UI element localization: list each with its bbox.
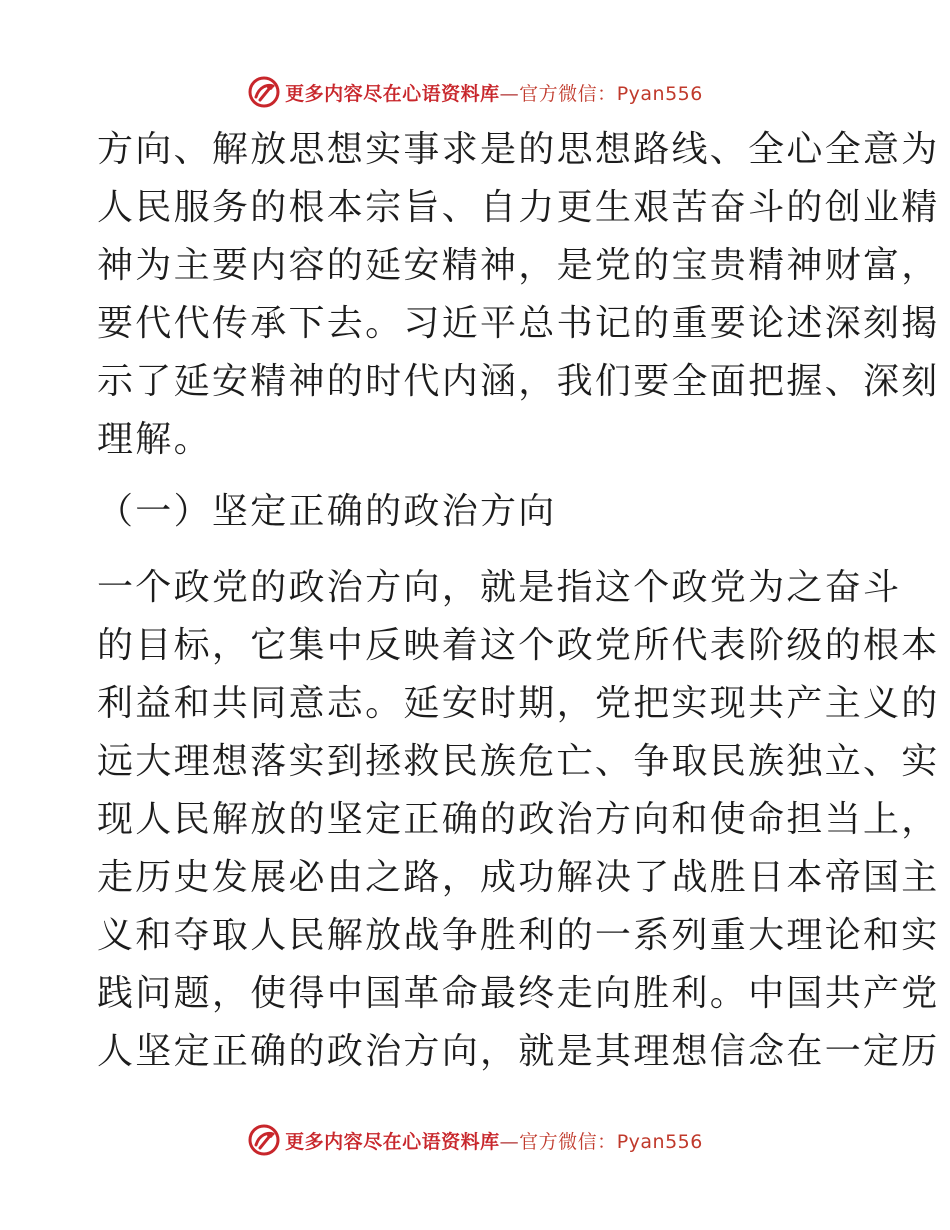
body-line-6: 理解。 — [97, 419, 212, 460]
body-line-5: 示了延安精神的时代内涵，我们要全面把握、深刻 — [97, 361, 940, 402]
brand-logo-icon — [247, 75, 281, 109]
body-line-4: 要代代传承下去。习近平总书记的重要论述深刻揭 — [97, 303, 940, 344]
footer-banner — [0, 1120, 950, 1160]
body-line-12: 现人民解放的坚定正确的政治方向和使命担当上， — [97, 799, 940, 840]
body-line-15: 践问题，使得中国革命最终走向胜利。中国共产党 — [97, 973, 940, 1014]
footer-dash: — — [499, 1130, 520, 1153]
header-dash: — — [499, 82, 520, 105]
body-line-11: 远大理想落实到拯救民族危亡、争取民族独立、实 — [97, 741, 940, 782]
header-brand-text: 更多内容尽在心语资料库 — [285, 82, 500, 105]
footer-wechat-account: Pyan556 — [616, 1130, 703, 1153]
header-wechat-label: 官方微信： — [519, 82, 617, 105]
header-banner — [0, 72, 950, 112]
brand-logo-icon — [247, 1123, 281, 1157]
body-line-16: 人坚定正确的政治方向，就是其理想信念在一定历 — [97, 1031, 940, 1072]
body-line-14: 义和夺取人民解放战争胜利的一系列重大理论和实 — [97, 915, 940, 956]
section-heading: （一）坚定正确的政治方向 — [97, 491, 557, 532]
body-line-8: 一个政党的政治方向，就是指这个政党为之奋斗 — [97, 567, 902, 608]
body-line-2: 人民服务的根本宗旨、自力更生艰苦奋斗的创业精 — [97, 187, 940, 228]
header-banner-text — [285, 79, 703, 106]
footer-brand-text: 更多内容尽在心语资料库 — [285, 1130, 500, 1153]
body-line-10: 利益和共同意志。延安时期，党把实现共产主义的 — [97, 683, 940, 724]
body-line-3: 神为主要内容的延安精神，是党的宝贵精神财富， — [97, 245, 940, 286]
footer-wechat-label: 官方微信： — [519, 1130, 617, 1153]
header-wechat-account: Pyan556 — [616, 82, 703, 105]
body-line-1: 方向、解放思想实事求是的思想路线、全心全意为 — [97, 129, 940, 170]
footer-banner-text — [285, 1127, 703, 1154]
body-line-13: 走历史发展必由之路，成功解决了战胜日本帝国主 — [97, 857, 940, 898]
body-line-9: 的目标，它集中反映着这个政党所代表阶级的根本 — [97, 625, 940, 666]
